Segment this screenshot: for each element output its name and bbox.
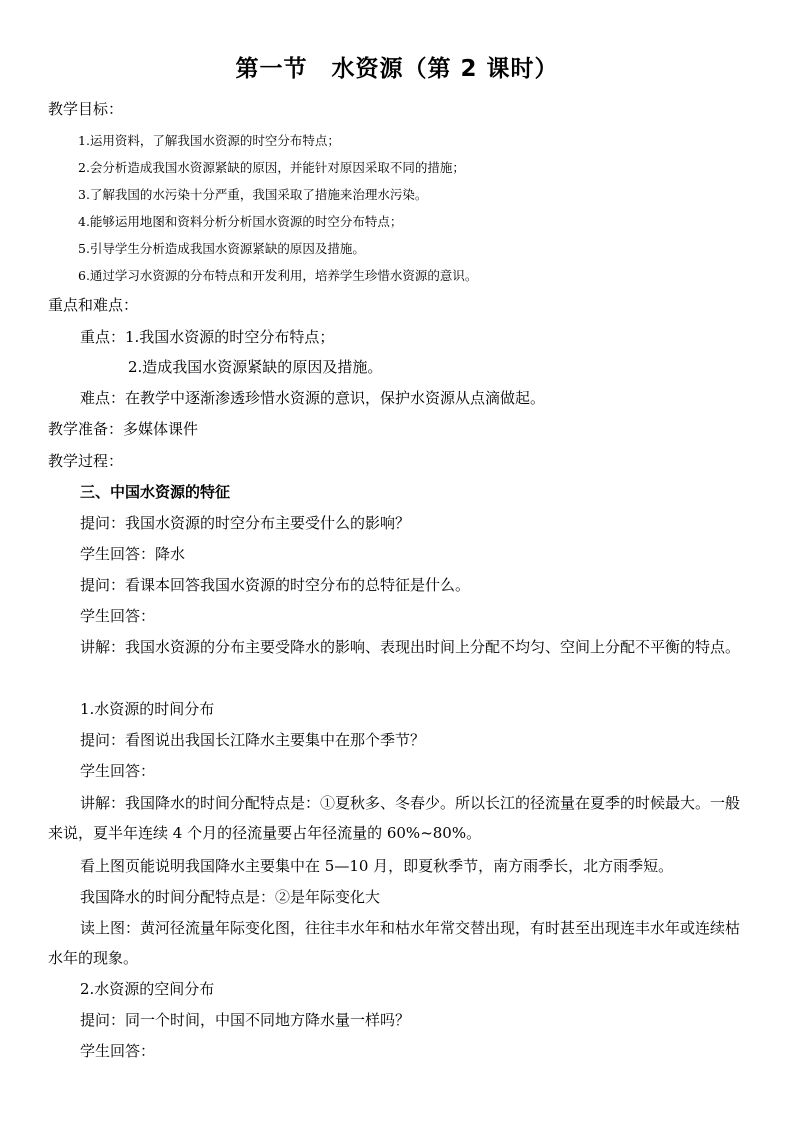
objective-item: 4.能够运用地图和资料分析分析国水资源的时空分布特点； (78, 214, 403, 229)
question: 提问：同一个时间，中国不同地方降水量一样吗？ (80, 1011, 411, 1029)
answer: 学生回答：降水 (80, 545, 186, 563)
question: 提问：我国水资源的时空分布主要受什么的影响？ (80, 514, 411, 532)
answer: 学生回答： (80, 762, 156, 780)
note: 看上图页能说明我国降水主要集中在 5—10 月，即夏秋季节，南方雨季长，北方雨季短。 (80, 857, 674, 875)
objectives-heading: 教学目标： (48, 100, 124, 118)
objective-item: 6.通过学习水资源的分布特点和开发利用，培养学生珍惜水资源的意识。 (78, 268, 478, 283)
key-heading: 重点和难点： (48, 296, 139, 314)
reading-note: 读上图：黄河径流量年际变化图，往往丰水年和枯水年常交替出现，有时甚至出现连丰水年或连续枯水年的现象。 (48, 919, 741, 967)
answer: 学生回答： (80, 1042, 156, 1060)
note: 我国降水的时间分配特点是：②是年际变化大 (80, 888, 381, 906)
question: 提问：看图说出我国长江降水主要集中在那个季节？ (80, 731, 426, 749)
process-heading: 教学过程： (48, 452, 124, 470)
subheading: 1.水资源的时间分布 (80, 700, 215, 718)
key-point: 重点：1.我国水资源的时空分布特点； (80, 328, 335, 346)
preparation: 教学准备：多媒体课件 (48, 420, 199, 438)
key-point: 2.造成我国水资源紧缺的原因及措施。 (128, 358, 383, 376)
difficulty: 难点：在教学中逐渐渗透珍惜水资源的意识，保护水资源从点滴做起。 (80, 389, 546, 407)
objective-item: 5.引导学生分析造成我国水资源紧缺的原因及措施。 (78, 241, 365, 256)
explanation: 讲解：我国水资源的分布主要受降水的影响、表现出时间上分配不均匀、空间上分配不平衡的特点。 (80, 638, 741, 656)
explanation: 讲解：我国降水的时间分配特点是：①夏秋多、冬春少。所以长江的径流量在夏季的时候最大。一般来说，夏半年连续 4 个月的径流量要占年径流量的 60%~80%。 (48, 794, 741, 842)
objective-item: 2.会分析造成我国水资源紧缺的原因，并能针对原因采取不同的措施； (78, 160, 465, 175)
question: 提问：看课本回答我国水资源的时空分布的总特征是什么。 (80, 576, 471, 594)
subheading: 2.水资源的空间分布 (80, 980, 215, 998)
page-title: 第一节 水资源（第 2 课时） (235, 56, 559, 82)
section-heading: 三、中国水资源的特征 (80, 483, 231, 501)
objective-item: 1.运用资料，了解我国水资源的时空分布特点； (78, 133, 340, 148)
objective-item: 3.了解我国的水污染十分严重，我国采取了措施来治理水污染。 (78, 187, 428, 202)
answer: 学生回答： (80, 607, 156, 625)
